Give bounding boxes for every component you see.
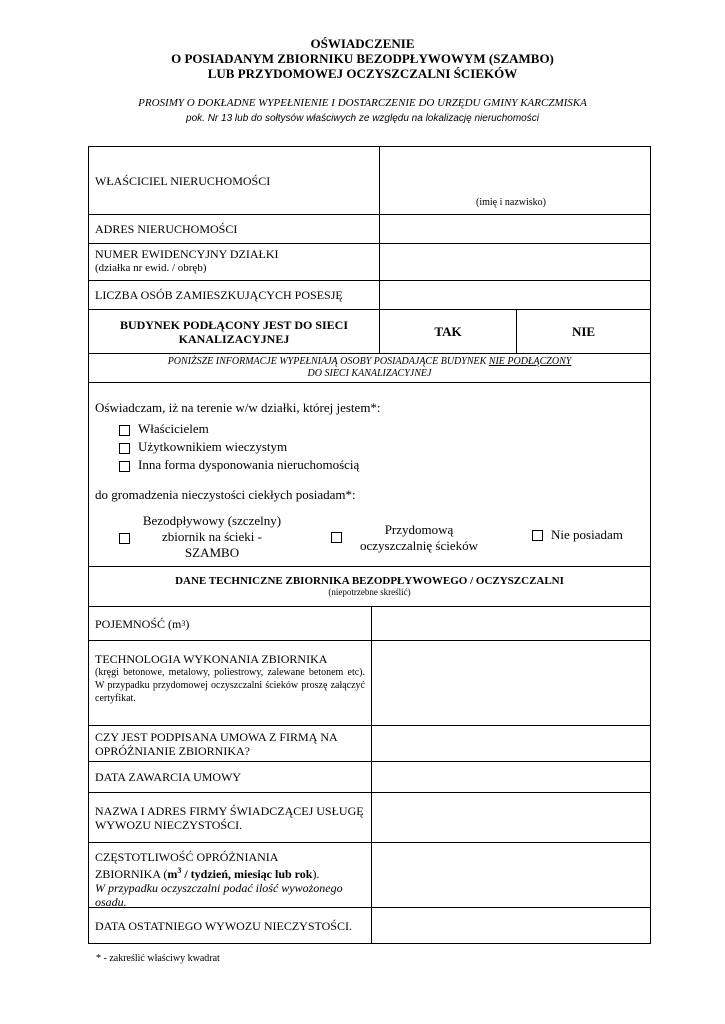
owner-row [89,147,650,215]
notice-part1: PONIŻSZE INFORMACJE WYPEŁNIAJĄ OSOBY POSIADAJĄCE BUDYNEK [167,356,489,367]
technology-label: TECHNOLOGIA WYKONANIA ZBIORNIKA [95,652,328,666]
declaration-section [89,383,650,567]
document-title [0,36,725,81]
sewer-yes-option[interactable]: TAK [379,310,516,353]
freq-line-2b: ). [312,867,320,881]
checkbox-perpetual-user[interactable] [119,443,130,454]
technology-field[interactable] [371,641,650,725]
sewer-label: BUDYNEK PODŁĄCONY JEST DO SIECI KANALIZACYJNEJ [119,317,349,346]
checkbox-plant[interactable] [331,532,342,543]
ownership-options [119,420,359,474]
address-field[interactable] [379,215,650,243]
owner-hint: (imię i nazwisko) [476,197,546,208]
notice-line2: DO SIECI KANALIZACYJNEJ [307,368,432,379]
contract-field[interactable] [371,726,650,761]
address-row [89,215,650,244]
tank-line-2: zbiornik na ścieki - [162,529,262,544]
frequency-row [89,843,650,908]
option-perpetual-user[interactable] [119,438,359,456]
address-label: ADRES NIERUCHOMOŚCI [95,222,238,236]
company-label: NAZWA I ADRES FIRMY ŚWIADCZĄCEJ USŁUGĘ WYWOZU NIECZYSTOŚCI. [95,803,364,832]
plant-line-2: oczyszczalnię ścieków [359,538,479,553]
footnote: * - zakreślić właściwy kwadrat [96,953,220,964]
request-sub: pok. Nr 13 lub do sołtysów właściwych ze względu na lokalizację nieruchomości [186,113,539,124]
residents-field[interactable] [379,281,650,309]
declaration-intro: Oświadczam, iż na terenie w/w działki, której jestem*: [95,400,381,415]
company-field[interactable] [371,793,650,842]
contract-date-field[interactable] [371,762,650,792]
capacity-sup: 3 [181,618,186,628]
capacity-label-text: POJEMNOŚĆ (m [95,616,182,631]
option-perpetual-user-label: Użytkownikiem wieczystym [138,439,288,454]
freq-line-2 [95,864,365,881]
tank-line-3: SZAMBO [184,545,240,560]
plot-sublabel: (działka nr ewid. / obręb) [95,262,207,274]
last-pickup-label: DATA OSTATNIEGO WYWOZU NIECZYSTOŚCI. [95,918,352,933]
plot-label: NUMER EWIDENCYJNY DZIAŁKI [95,247,279,261]
freq-line-1: CZĘSTOTLIWOŚĆ OPRÓŻNIANIA [95,850,279,864]
tank-line-1: Bezodpływowy (szczelny) [142,513,282,528]
option-none-label: Nie posiadam [551,527,623,542]
owner-field[interactable] [379,147,650,214]
plot-label-cell [89,244,379,280]
notice-text [162,354,578,382]
capacity-label [89,607,371,640]
technology-cell [89,641,371,725]
option-tank-label [137,513,287,561]
plot-row [89,244,650,281]
checkbox-none[interactable] [532,530,543,541]
residents-label: LICZBA OSÓB ZAMIESZKUJĄCYCH POSESJĘ [95,288,343,302]
last-pickup-row [89,908,650,943]
technology-desc: (kręgi betonowe, metalowy, poliestrowy, zalewane betonem etc). W przypadku przydomowej oczyszczalni ścieków proszę załączyć certyfikat. [95,667,365,704]
title-line-1: OŚWIADCZENIE [310,36,415,51]
contract-row [89,726,650,762]
option-other-label: Inna forma dysponowania nieruchomością [138,457,360,472]
checkbox-owner[interactable] [119,425,130,436]
title-line-2: O POSIADANYM ZBIORNIKU BEZODPŁYWOWYM (SZAMBO) [171,51,554,66]
owner-label: WŁAŚCICIEL NIERUCHOMOŚCI [95,173,271,188]
option-other[interactable] [119,456,359,474]
checkbox-other[interactable] [119,461,130,472]
capacity-row [89,607,650,641]
option-owner-label: Właścicielem [138,421,209,436]
declaration-form [88,146,651,944]
freq-note: W przypadku oczyszczalni podać ilość wywożonego osadu. [95,881,343,909]
contract-date-row [89,762,650,793]
freq-line-2a: ZBIORNIKA ( [95,867,168,881]
sewer-no-option[interactable]: NIE [516,310,650,353]
option-owner[interactable] [119,420,359,438]
last-pickup-field[interactable] [371,908,650,943]
request-line: PROSIMY O DOKŁADNE WYPEŁNIENIE I DOSTARCZENIE DO URZĘDU GMINY KARCZMISKA [138,97,587,109]
tech-header-row [89,567,650,607]
tech-header [175,567,564,606]
company-row [89,793,650,843]
plot-field[interactable] [379,244,650,280]
tech-subtitle: (niepotrzebne skreślić) [328,587,411,597]
notice-row [89,354,650,383]
capacity-field[interactable] [371,607,650,640]
title-line-3: LUB PRZYDOMOWEJ OCZYSZCZALNI ŚCIEKÓW [207,66,518,81]
frequency-field[interactable] [371,843,650,907]
contract-date-label: DATA ZAWARCIA UMOWY [95,770,242,784]
freq-unit2: / tydzień, miesiąc lub rok [181,867,313,881]
plant-line-1: Przydomową [384,522,454,537]
option-plant-label [344,522,494,554]
freq-unit: m [167,867,178,881]
contract-label: CZY JEST PODPISANA UMOWA Z FIRMĄ NA OPRÓŻNIANIE ZBIORNIKA? [95,729,338,758]
technology-row [89,641,650,726]
frequency-cell [89,843,371,907]
tech-title: DANE TECHNICZNE ZBIORNIKA BEZODPŁYWOWEGO / OCZYSZCZALNI [175,575,564,587]
notice-underlined: NIE PODŁĄCZONY [488,356,572,367]
collect-intro: do gromadzenia nieczystości ciekłych posiadam*: [95,487,356,502]
sewer-row [89,310,650,354]
freq-sup: 3 [177,866,182,875]
checkbox-tank[interactable] [119,533,130,544]
residents-row [89,281,650,310]
capacity-close: ) [185,616,190,631]
